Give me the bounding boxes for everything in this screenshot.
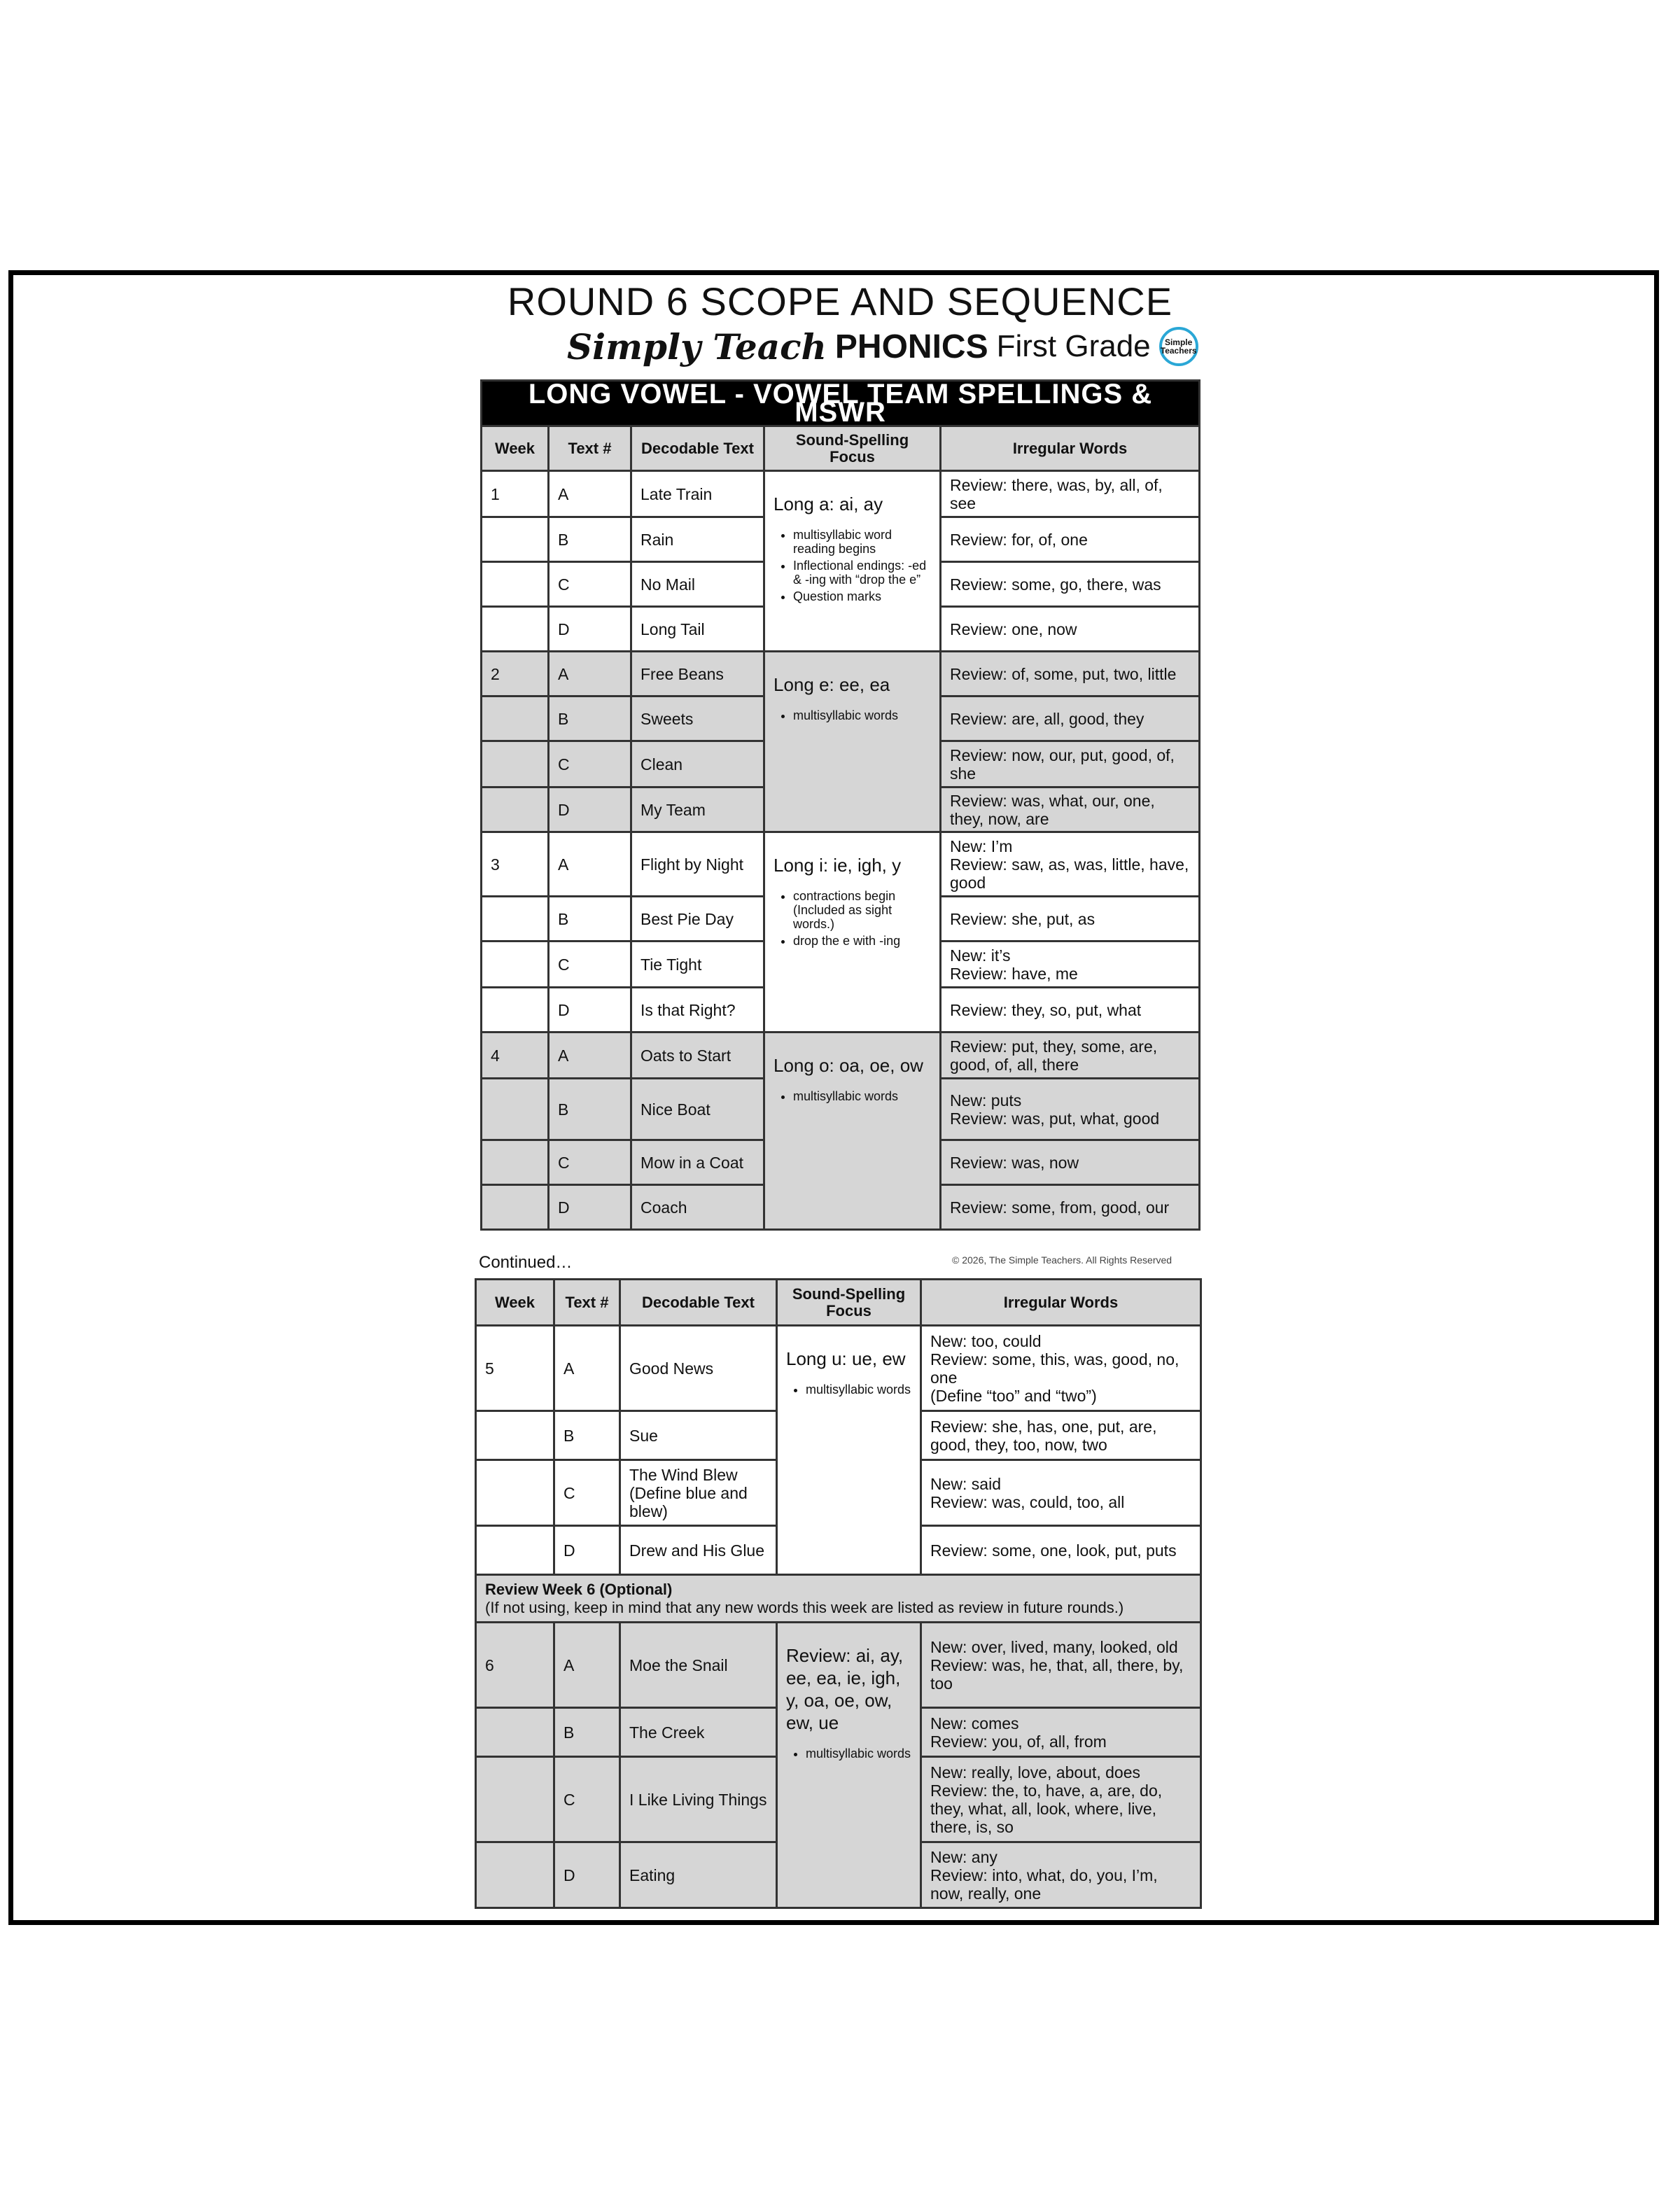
- sound-spelling-focus: [777, 1326, 921, 1575]
- table-row: [482, 471, 1200, 517]
- continued-label: Continued…: [479, 1253, 573, 1272]
- week-cell: [482, 517, 549, 562]
- decodable-text-cell: I Like Living Things: [620, 1757, 777, 1842]
- sound-spelling-focus: [764, 652, 941, 832]
- column-header: Decodable Text: [620, 1280, 777, 1326]
- text-number-cell: D: [554, 1526, 620, 1575]
- sound-spelling-focus: [764, 832, 941, 1032]
- column-header: Week: [476, 1280, 554, 1326]
- week-cell: [482, 1140, 549, 1185]
- text-number-cell: C: [549, 1140, 631, 1185]
- review-week-note: [476, 1575, 1201, 1623]
- column-header: Text #: [554, 1280, 620, 1326]
- decodable-text-cell: Mow in a Coat: [631, 1140, 764, 1185]
- column-header: Sound-Spelling Focus: [764, 426, 941, 471]
- decodable-text-cell: My Team: [631, 788, 764, 832]
- decodable-text-cell: Eating: [620, 1842, 777, 1908]
- text-number-cell: B: [549, 517, 631, 562]
- irregular-words-cell: Review: she, has, one, put, are, good, they, too, now, two: [921, 1411, 1201, 1460]
- text-number-cell: D: [554, 1842, 620, 1908]
- decodable-text-cell: Coach: [631, 1185, 764, 1230]
- sound-spelling-focus: [777, 1623, 921, 1908]
- text-number-cell: D: [549, 607, 631, 652]
- decodable-text-cell: Is that Right?: [631, 988, 764, 1032]
- irregular-words-cell: Review: for, of, one: [941, 517, 1200, 562]
- irregular-words-cell: Review: they, so, put, what: [941, 988, 1200, 1032]
- scope-table-long-vowel: [480, 379, 1200, 1231]
- text-number-cell: A: [554, 1326, 620, 1411]
- week-cell: [482, 897, 549, 941]
- week-cell: [482, 941, 549, 988]
- decodable-text-cell: Oats to Start: [631, 1032, 764, 1079]
- irregular-words-cell: New: really, love, about, does Review: the, to, have, a, are, do, they, what, all, look, where, live, there, is, so: [921, 1757, 1201, 1842]
- week-cell: [482, 788, 549, 832]
- decodable-text-cell: The Creek: [620, 1708, 777, 1757]
- week-cell: 5: [476, 1326, 554, 1411]
- column-header: Decodable Text: [631, 426, 764, 471]
- focus-notes: [786, 1382, 911, 1396]
- week-cell: [476, 1757, 554, 1842]
- focus-notes: [774, 889, 931, 948]
- text-number-cell: B: [549, 897, 631, 941]
- week-cell: [482, 607, 549, 652]
- review-week-description: (If not using, keep in mind that any new words this week are listed as review in future rounds.): [485, 1598, 1124, 1616]
- irregular-words-cell: New: any Review: into, what, do, you, I’m, now, really, one: [921, 1842, 1201, 1908]
- brand-line: [567, 322, 1198, 371]
- decodable-text-cell: Nice Boat: [631, 1079, 764, 1140]
- focus-note: • contractions begin (Included as sight words.): [793, 889, 931, 931]
- irregular-words-cell: New: comes Review: you, of, all, from: [921, 1708, 1201, 1757]
- decodable-text-cell: Sweets: [631, 696, 764, 741]
- irregular-words-cell: Review: one, now: [941, 607, 1200, 652]
- brand-script: Simply Teach: [567, 326, 827, 368]
- sound-spelling-focus: [764, 1032, 941, 1230]
- table-row: [482, 1032, 1200, 1079]
- decodable-text-cell: Tie Tight: [631, 941, 764, 988]
- week-cell: [482, 988, 549, 1032]
- week-cell: 4: [482, 1032, 549, 1079]
- review-week-row: [476, 1575, 1201, 1623]
- text-number-cell: B: [549, 696, 631, 741]
- review-week-title: Review Week 6 (Optional): [485, 1580, 673, 1598]
- table-row: [482, 832, 1200, 897]
- table-row: [482, 652, 1200, 696]
- irregular-words-cell: New: over, lived, many, looked, old Review: was, he, that, all, there, by, too: [921, 1623, 1201, 1708]
- text-number-cell: B: [554, 1411, 620, 1460]
- column-header: Text #: [549, 426, 631, 471]
- decodable-text-cell: Rain: [631, 517, 764, 562]
- grade-label: First Grade: [996, 329, 1151, 363]
- column-header: Irregular Words: [921, 1280, 1201, 1326]
- irregular-words-cell: Review: put, they, some, are, good, of, all, there: [941, 1032, 1200, 1079]
- week-cell: 3: [482, 832, 549, 897]
- week-cell: [476, 1460, 554, 1526]
- text-number-cell: C: [549, 741, 631, 788]
- decodable-text-cell: Flight by Night: [631, 832, 764, 897]
- focus-note: • Inflectional endings: -ed & -ing with “drop the e”: [793, 559, 931, 587]
- irregular-words-cell: Review: she, put, as: [941, 897, 1200, 941]
- text-number-cell: C: [554, 1460, 620, 1526]
- scope-table-continued: [475, 1278, 1202, 1909]
- text-number-cell: D: [549, 1185, 631, 1230]
- irregular-words-cell: Review: some, one, look, put, puts: [921, 1526, 1201, 1575]
- focus-note: • drop the e with -ing: [793, 934, 931, 948]
- focus-spelling: Long a: ai, ay: [774, 493, 883, 514]
- text-number-cell: B: [549, 1079, 631, 1140]
- week-cell: [482, 1079, 549, 1140]
- text-number-cell: A: [549, 471, 631, 517]
- text-number-cell: C: [554, 1757, 620, 1842]
- page-title: ROUND 6 SCOPE AND SEQUENCE: [507, 279, 1173, 323]
- focus-notes: [774, 1089, 931, 1103]
- focus-spelling: Review: ai, ay, ee, ea, ie, igh, y, oa, oe, ow, ew, ue: [786, 1645, 904, 1733]
- focus-spelling: Long u: ue, ew: [786, 1348, 906, 1369]
- focus-notes: [786, 1746, 911, 1760]
- irregular-words-cell: New: I’m Review: saw, as, was, little, have, good: [941, 832, 1200, 897]
- focus-notes: [774, 708, 931, 722]
- focus-spelling: Long o: oa, oe, ow: [774, 1055, 923, 1076]
- column-header: Sound-Spelling Focus: [777, 1280, 921, 1326]
- focus-notes: [774, 528, 931, 603]
- column-header: Week: [482, 426, 549, 471]
- focus-spelling: Long i: ie, igh, y: [774, 855, 902, 876]
- text-number-cell: A: [549, 832, 631, 897]
- week-cell: [476, 1842, 554, 1908]
- sound-spelling-focus: [764, 471, 941, 652]
- table-banner: LONG VOWEL - VOWEL TEAM SPELLINGS & MSWR: [482, 381, 1200, 426]
- text-number-cell: A: [549, 652, 631, 696]
- decodable-text-cell: Clean: [631, 741, 764, 788]
- irregular-words-cell: Review: was, what, our, one, they, now, are: [941, 788, 1200, 832]
- text-number-cell: C: [549, 941, 631, 988]
- week-cell: [482, 562, 549, 607]
- week-cell: [482, 696, 549, 741]
- text-number-cell: D: [549, 988, 631, 1032]
- focus-note: • multisyllabic words: [806, 1382, 911, 1396]
- text-number-cell: C: [549, 562, 631, 607]
- irregular-words-cell: New: it’s Review: have, me: [941, 941, 1200, 988]
- irregular-words-cell: New: puts Review: was, put, what, good: [941, 1079, 1200, 1140]
- irregular-words-cell: Review: now, our, put, good, of, she: [941, 741, 1200, 788]
- week-cell: 6: [476, 1623, 554, 1708]
- week-cell: [476, 1411, 554, 1460]
- week-cell: [476, 1708, 554, 1757]
- focus-note: • multisyllabic words: [806, 1746, 911, 1760]
- irregular-words-cell: Review: was, now: [941, 1140, 1200, 1185]
- focus-note: • multisyllabic words: [793, 708, 931, 722]
- week-cell: 2: [482, 652, 549, 696]
- decodable-text-cell: Late Train: [631, 471, 764, 517]
- text-number-cell: A: [554, 1623, 620, 1708]
- focus-note: • Question marks: [793, 589, 931, 603]
- irregular-words-cell: Review: some, go, there, was: [941, 562, 1200, 607]
- copyright-notice: © 2026, The Simple Teachers. All Rights Reserved: [952, 1254, 1172, 1266]
- decodable-text-cell: No Mail: [631, 562, 764, 607]
- decodable-text-cell: Best Pie Day: [631, 897, 764, 941]
- decodable-text-cell: Good News: [620, 1326, 777, 1411]
- text-number-cell: B: [554, 1708, 620, 1757]
- table-row: [476, 1623, 1201, 1708]
- decodable-text-cell: Moe the Snail: [620, 1623, 777, 1708]
- focus-spelling: Long e: ee, ea: [774, 674, 890, 695]
- irregular-words-cell: Review: are, all, good, they: [941, 696, 1200, 741]
- decodable-text-cell: Long Tail: [631, 607, 764, 652]
- irregular-words-cell: Review: there, was, by, all, of, see: [941, 471, 1200, 517]
- week-cell: 1: [482, 471, 549, 517]
- text-number-cell: A: [549, 1032, 631, 1079]
- irregular-words-cell: New: said Review: was, could, too, all: [921, 1460, 1201, 1526]
- brand-phonics: PHONICS: [834, 328, 988, 365]
- focus-note: • multisyllabic words: [793, 1089, 931, 1103]
- column-header: Irregular Words: [941, 426, 1200, 471]
- irregular-words-cell: Review: of, some, put, two, little: [941, 652, 1200, 696]
- decodable-text-cell: Sue: [620, 1411, 777, 1460]
- week-cell: [482, 1185, 549, 1230]
- decodable-text-cell: Drew and His Glue: [620, 1526, 777, 1575]
- irregular-words-cell: New: too, could Review: some, this, was, good, no, one (Define “too” and “two”): [921, 1326, 1201, 1411]
- irregular-words-cell: Review: some, from, good, our: [941, 1185, 1200, 1230]
- text-number-cell: D: [549, 788, 631, 832]
- decodable-text-cell: Free Beans: [631, 652, 764, 696]
- week-cell: [476, 1526, 554, 1575]
- week-cell: [482, 741, 549, 788]
- focus-note: • multisyllabic word reading begins: [793, 528, 931, 556]
- table-row: [476, 1326, 1201, 1411]
- decodable-text-cell: The Wind Blew (Define blue and blew): [620, 1460, 777, 1526]
- simple-teachers-logo: Simple Teachers: [1159, 327, 1198, 366]
